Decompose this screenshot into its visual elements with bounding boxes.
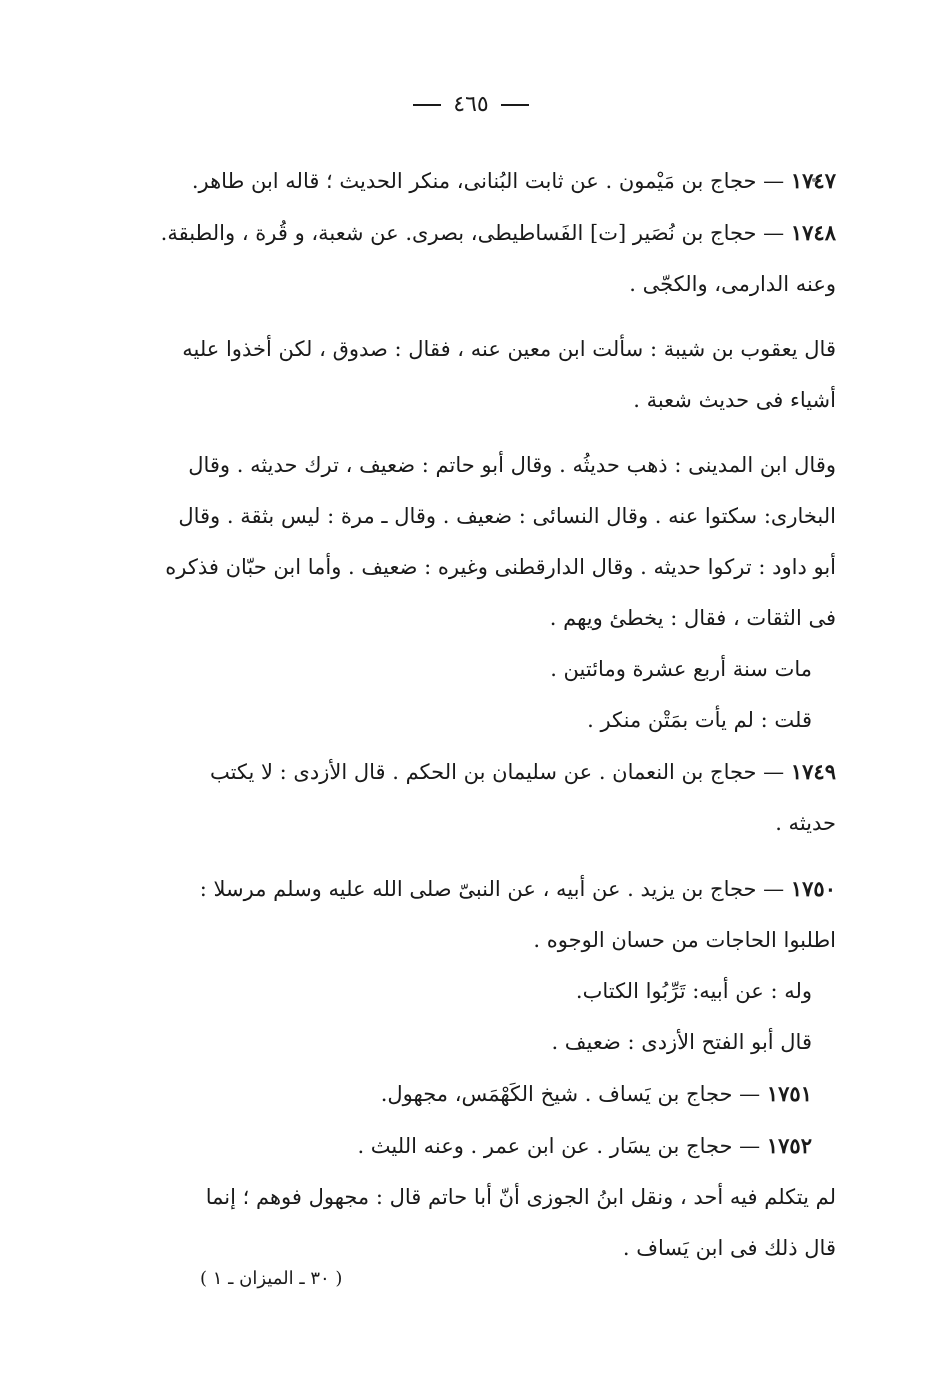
text-line: أبو داود : تركوا حديثه . وقال الدارقطنى وغيره : ضعيف . وأما ابن حبّان فذكره <box>165 555 836 579</box>
entry-number: ١٧٥١ <box>766 1081 812 1106</box>
text-line: قال أبو الفتح الأزدى : ضعيف . <box>551 1030 812 1054</box>
text-line: البخارى: سكتوا عنه . وقال النسائى : ضعيف . وقال ـ مرة : ليس بثقة . وقال <box>178 504 836 528</box>
entry-1752 <box>160 1120 836 1172</box>
text-line: قال يعقوب بن شيبة : سألت ابن معين عنه ، فقال : صدوق ، لكن أخذوا عليه <box>182 337 836 361</box>
entry-1750 <box>160 863 836 915</box>
entry-1749 <box>160 746 836 798</box>
body-text <box>160 155 836 1274</box>
entry-number: ١٧٤٧ <box>790 168 836 193</box>
entry-number: ١٧٤٨ <box>790 220 836 245</box>
entry-1748 <box>160 207 836 259</box>
entry-number: ١٧٤٩ <box>790 759 836 784</box>
entry-number: ١٧٥٠ <box>790 876 836 901</box>
text-line: وقال ابن المدينى : ذهب حديثُه . وقال أبو حاتم : ضعيف ، ترك حديثه . وقال <box>188 453 836 477</box>
entry-1751 <box>160 1068 836 1120</box>
text-line: قلت : لم يأت بمَتْن منكر . <box>587 708 812 732</box>
entry-text: — حجاج بن يسَار . عن ابن عمر . وعنه الليث . <box>357 1134 761 1158</box>
entry-text: — حجاج بن يزيد . عن أبيه ، عن النبىّ صلى الله عليه وسلم مرسلا : <box>199 877 785 901</box>
text-line: لم يتكلم فيه أحد ، ونقل ابنُ الجوزى أنّ أبا حاتم قال : مجهول فوهم ؛ إنما <box>205 1185 836 1209</box>
text-line: وله : عن أبيه: تَرِّبُوا الكتاب. <box>575 979 812 1003</box>
text-line: وعنه الدارمى، والكجّى . <box>629 272 836 296</box>
text-line: حديثه . <box>775 811 836 835</box>
footer-signature: ( ٣٠ ـ الميزان ـ ١ ) <box>200 1268 343 1289</box>
page-number-value: ٤٦٥ <box>453 92 489 117</box>
text-line: فى الثقات ، فقال : يخطئ ويهم . <box>549 606 836 630</box>
text-line: أشياء فى حديث شعبة . <box>633 388 836 412</box>
text-line: قال ذلك فى ابن يَساف . <box>622 1236 836 1260</box>
entry-text: — حجاج بن النعمان . عن سليمان بن الحكم . قال الأزدى : لا يكتب <box>209 760 785 784</box>
text-line: مات سنة أربع عشرة ومائتين . <box>550 657 812 681</box>
entry-1747 <box>160 155 836 207</box>
entry-text: — حجاج بن مَيْمون . عن ثابت البُنانى، منكر الحديث ؛ قاله ابن طاهر. <box>191 169 785 193</box>
dash-right <box>413 104 441 106</box>
text-line: اطلبوا الحاجات من حسان الوجوه . <box>533 928 836 952</box>
entry-number: ١٧٥٢ <box>766 1133 812 1158</box>
page-number <box>0 92 942 117</box>
entry-text: — حجاج بن يَساف . شيخ الكَهْمَس، مجهول. <box>380 1082 761 1106</box>
entry-text: — حجاج بن نُصَير [ت] الفَساطيطى، بصرى. عن شعبة، و قُرة ، والطبقة. <box>160 221 785 245</box>
dash-left <box>501 104 529 106</box>
